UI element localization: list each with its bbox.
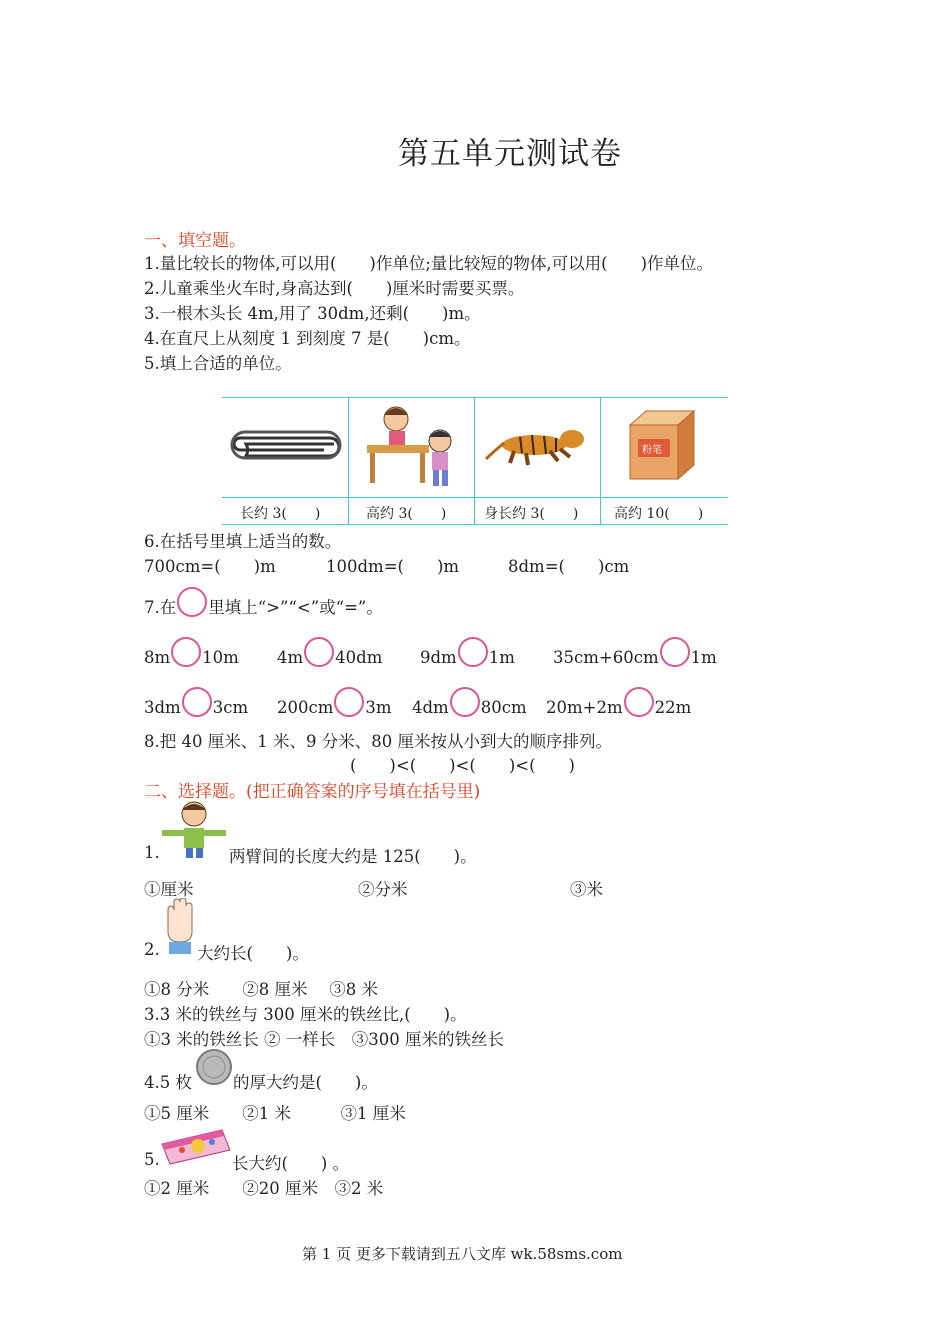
q2-4-number: 4.5 枚 (144, 1073, 192, 1092)
compare-circle-icon[interactable] (334, 687, 364, 717)
q2-1-text: 两臂间的长度大约是 125( )。 (229, 847, 477, 866)
chalk-box-image (626, 407, 698, 483)
q2-2-number: 2. (144, 940, 160, 959)
table-caption-4: 高约 10( ) (614, 506, 704, 522)
q2-2-options: ①8 分米 ②8 厘米 ③8 米 (144, 980, 378, 999)
compare-circle-icon[interactable] (660, 637, 690, 667)
unit-picture-table (222, 397, 728, 525)
q2-1-option-3: ③米 (570, 880, 603, 899)
chalk-box-label: 粉笔 (642, 445, 662, 456)
compare-item: 4dm 80cm (412, 687, 527, 717)
table-caption-2: 高约 3( ) (366, 506, 447, 522)
question-1-7 (144, 587, 383, 618)
tiger-image (484, 425, 592, 469)
q6-item-3: 8dm=( )cm (508, 557, 630, 576)
page-title: 第五单元测试卷 (398, 136, 622, 172)
hand-image (162, 898, 196, 956)
question-1-4: 4.在直尺上从刻度 1 到刻度 7 是( )cm。 (144, 329, 471, 348)
q8-answer-blanks: ( )<( )<( )<( ) (350, 756, 575, 775)
compare-item: 4m 40dm (277, 637, 382, 667)
compare-item: 3dm 3cm (144, 687, 248, 717)
question-1-1: 1.量比较长的物体,可以用( )作单位;量比较短的物体,可以用( )作单位。 (144, 254, 714, 273)
compare-circle-icon[interactable] (450, 687, 480, 717)
q2-4-text: 的厚大约是( )。 (233, 1073, 378, 1092)
compare-circle-icon[interactable] (458, 637, 488, 667)
q2-3-options: ①3 米的铁丝长 ② 一样长 ③300 厘米的铁丝长 (144, 1030, 504, 1049)
question-1-2: 2.儿童乘坐火车时,身高达到( )厘米时需要买票。 (144, 279, 525, 298)
q2-5-options: ①2 厘米 ②20 厘米 ③2 米 (144, 1179, 384, 1198)
table-caption-1: 长约 3( ) (240, 506, 321, 522)
q2-3-text: 3.3 米的铁丝与 300 厘米的铁丝比,( )。 (144, 1005, 467, 1024)
compare-circle-icon (177, 587, 207, 617)
q2-1-option-1: ①厘米 (144, 880, 194, 899)
question-1-6: 6.在括号里填上适当的数。 (144, 532, 342, 551)
compare-item: 9dm 1m (420, 637, 515, 667)
compare-circle-icon[interactable] (624, 687, 654, 717)
q6-item-2: 100dm=( )m (326, 557, 460, 576)
q7-suffix: 里填上“>”“<”或“=”。 (208, 598, 383, 617)
page-footer: 第 1 页 更多下载请到五八文库 wk.58sms.com (302, 1245, 623, 1263)
question-1-5: 5.填上合适的单位。 (144, 354, 292, 373)
arms-spread-child-image (160, 800, 228, 858)
question-1-8: 8.把 40 厘米、1 米、9 分米、80 厘米按从小到大的顺序排列。 (144, 732, 612, 751)
children-desk-image (362, 401, 462, 491)
q2-5-number: 5. (144, 1150, 160, 1169)
q2-1-number: 1. (144, 843, 160, 862)
section2-heading: 二、选择题。(把正确答案的序号填在括号里) (144, 782, 481, 802)
q6-item-1: 700cm=( )m (144, 557, 276, 576)
q2-4-options: ①5 厘米 ②1 米 ③1 厘米 (144, 1104, 406, 1123)
q2-5-text: 长大约( ) 。 (232, 1154, 350, 1173)
paperclip-image (226, 427, 344, 461)
q2-2-text: 大约长( )。 (197, 944, 309, 963)
question-1-3: 3.一根木头长 4m,用了 30dm,还剩( )m。 (144, 304, 481, 323)
compare-item: 8m 10m (144, 637, 239, 667)
compare-item: 200cm 3m (277, 687, 392, 717)
compare-circle-icon[interactable] (304, 637, 334, 667)
section1-heading: 一、填空题。 (144, 231, 246, 251)
pencil-case-image (160, 1126, 232, 1166)
compare-item: 20m+2m 22m (546, 687, 691, 717)
compare-item: 35cm+60cm 1m (553, 637, 717, 667)
q2-1-option-2: ②分米 (358, 880, 408, 899)
compare-circle-icon[interactable] (171, 637, 201, 667)
table-caption-3: 身长约 3( ) (484, 506, 579, 522)
q7-prefix: 7.在 (144, 598, 177, 617)
coin-image (195, 1048, 233, 1086)
compare-circle-icon[interactable] (182, 687, 212, 717)
